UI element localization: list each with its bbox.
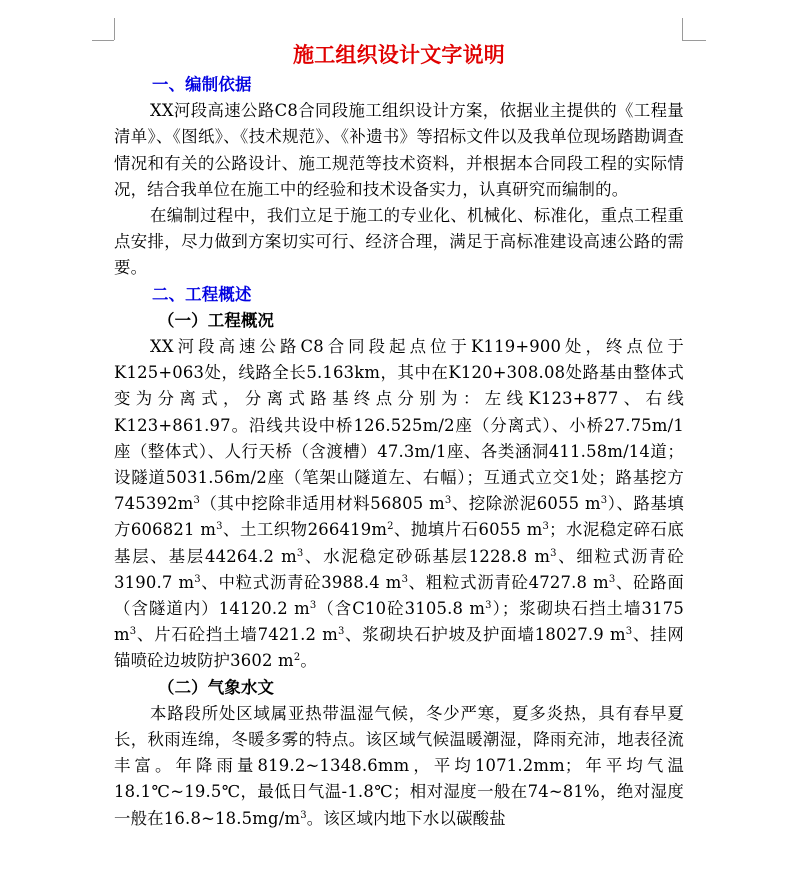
paragraph-basis-2: 在编制过程中，我们立足于施工的专业化、机械化、标准化，重点工程重点安排，尽力做到方案切实可行、经济合理，满足于高标准建设高速公路的需要。	[114, 206, 684, 278]
document-title: 施工组织设计文字说明	[293, 42, 505, 67]
section-heading-overview: 二、工程概述	[152, 284, 252, 304]
margin-corner-mark	[682, 18, 683, 40]
paragraph-basis-1: XX河段高速公路C8合同段施工组织设计方案，依据业主提供的《工程量清单》、《图纸》、《技术规范》、《补遗书》等招标文件以及我单位现场踏勘调查情况和有关的公路设计、施工规范等技术资料，并根据本合同段工程的实际情况，结合我单位在施工中的经验和技术设备实力，认真研究而编制的。	[114, 101, 684, 199]
margin-corner-mark	[114, 18, 115, 40]
subsection-heading-climate: （二）气象水文	[158, 677, 275, 697]
margin-corner-mark	[682, 40, 706, 41]
margin-corner-mark	[92, 40, 114, 41]
paragraph-climate: 本路段所处区域属亚热带温湿气候，冬少严寒，夏多炎热，具有春早夏长，秋雨连绵，冬暖多雾的特点。该区域气候温暖潮湿，降雨充沛，地表径流丰富。年降雨量819.2~1348.6mm，平均1071.2mm；年平均气温18.1℃~19.5℃，最低日气温-1.8℃；相对湿度一般在74~81%，绝对湿度一般在$16.8\sim 18.5mg/m^3$。该区域内地下水以碳酸盐	[114, 703, 684, 828]
paragraph-project-overview: XX河段高速公路C8合同段起点位于K119+900处，终点位于K125+063处，线路全长5.163km，其中在K120+308.08处路基由整体式变为分离式，分离式路基终点分别为：左线K123+877、右线K123+861.97。沿线共设中桥126.525m/2座（分离式）、小桥27.75m/1座（整体式）、人行天桥（含渡槽）47.3m/1座、各类涵洞411.58m/14道；设隧道5031.56m/2座（笔架山隧道左、右幅）；互通式立交1处；路基挖方$745392m^3$（其中挖除非适用材料56805 $m^3$、挖除淤泥6055 $m^3$）、路基填方606821 $m^3$、土工织物$266419m^2$、抛填片石6055 $m^3$；水泥稳定碎石底基层、基层44264.2 $m^3$、水泥稳定砂砾基层1228.8 $m^3$、细粒式沥青砼3190.7 $m^3$、中粒式沥青砼3988.4 $m^3$、粗粒式沥青砼4727.8 $m^3$、砼路面（含隧道内）14120.2 $m^3$（含C10砼3105.8 $m^3$）；浆砌块石挡土墙3175 $m^3$、片石砼挡土墙7421.2 $m^3$、浆砌块石护坡及护面墙18027.9 $m^3$、挂网锚喷砼边坡防护3602 $m^2$。	[114, 337, 685, 671]
subsection-heading-project: （一）工程概况	[158, 310, 275, 330]
document-body	[114, 38, 684, 832]
section-heading-basis: 一、编制依据	[152, 75, 252, 94]
